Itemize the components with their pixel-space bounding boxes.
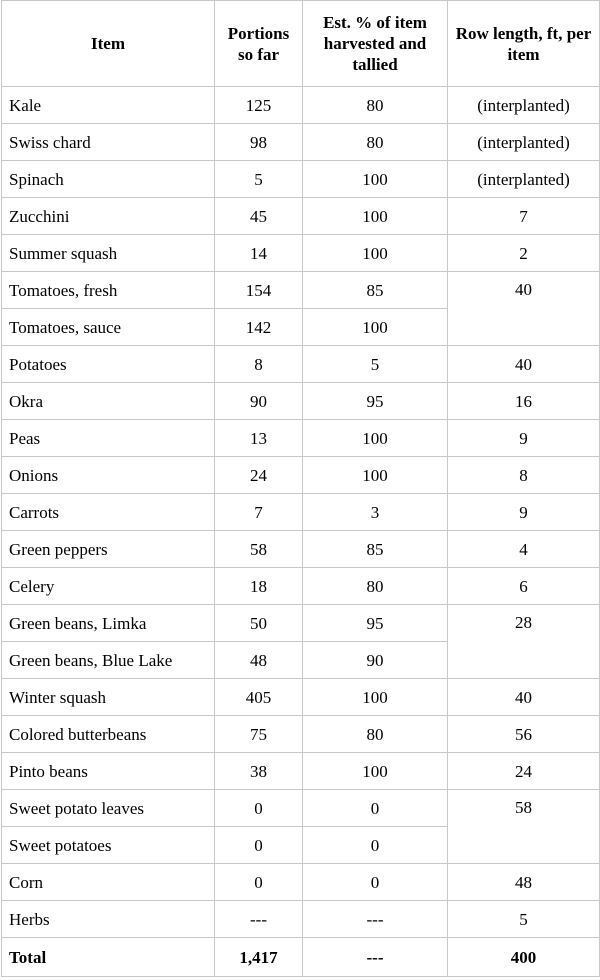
row-length-cell: 24 <box>448 753 600 790</box>
portions-cell: 45 <box>215 198 303 235</box>
percent-cell: --- <box>303 901 448 938</box>
header-percent: Est. % of item harvested and tallied <box>303 1 448 87</box>
total-portions: 1,417 <box>215 938 303 977</box>
table-row <box>2 568 600 605</box>
item-cell: Tomatoes, fresh <box>2 272 215 309</box>
percent-cell: 80 <box>303 87 448 124</box>
portions-cell: 8 <box>215 346 303 383</box>
row-length-cell: 6 <box>448 568 600 605</box>
percent-cell: 100 <box>303 753 448 790</box>
portions-cell: 13 <box>215 420 303 457</box>
percent-cell: 100 <box>303 457 448 494</box>
table-row <box>2 383 600 420</box>
item-cell: Onions <box>2 457 215 494</box>
table-row <box>2 272 600 309</box>
item-cell: Okra <box>2 383 215 420</box>
portions-cell: 75 <box>215 716 303 753</box>
table-row <box>2 161 600 198</box>
item-cell: Peas <box>2 420 215 457</box>
portions-cell: 48 <box>215 642 303 679</box>
portions-cell: 18 <box>215 568 303 605</box>
portions-cell: 38 <box>215 753 303 790</box>
item-cell: Winter squash <box>2 679 215 716</box>
percent-cell: 0 <box>303 790 448 827</box>
row-length-cell: 9 <box>448 420 600 457</box>
row-length-cell: 56 <box>448 716 600 753</box>
row-length-cell: (interplanted) <box>448 124 600 161</box>
header-portions: Portions so far <box>215 1 303 87</box>
percent-cell: 80 <box>303 716 448 753</box>
header-row <box>2 1 600 87</box>
item-cell: Tomatoes, sauce <box>2 309 215 346</box>
item-cell: Potatoes <box>2 346 215 383</box>
table-row <box>2 790 600 827</box>
item-cell: Sweet potato leaves <box>2 790 215 827</box>
portions-cell: 0 <box>215 827 303 864</box>
percent-cell: 0 <box>303 864 448 901</box>
portions-cell: 50 <box>215 605 303 642</box>
row-length-cell: 9 <box>448 494 600 531</box>
item-cell: Green beans, Blue Lake <box>2 642 215 679</box>
portions-cell: 14 <box>215 235 303 272</box>
portions-cell: 90 <box>215 383 303 420</box>
portions-cell: 125 <box>215 87 303 124</box>
row-length-cell: 5 <box>448 901 600 938</box>
percent-cell: 100 <box>303 420 448 457</box>
percent-cell: 80 <box>303 124 448 161</box>
row-length-cell: 48 <box>448 864 600 901</box>
item-cell: Corn <box>2 864 215 901</box>
item-cell: Spinach <box>2 161 215 198</box>
table-row <box>2 124 600 161</box>
row-length-cell: 28 <box>448 605 600 679</box>
item-cell: Green peppers <box>2 531 215 568</box>
item-cell: Pinto beans <box>2 753 215 790</box>
percent-cell: 95 <box>303 605 448 642</box>
row-length-cell: 4 <box>448 531 600 568</box>
table-row <box>2 864 600 901</box>
table-row <box>2 494 600 531</box>
total-row-length: 400 <box>448 938 600 977</box>
percent-cell: 90 <box>303 642 448 679</box>
portions-cell: 0 <box>215 864 303 901</box>
percent-cell: 85 <box>303 272 448 309</box>
header-item: Item <box>2 1 215 87</box>
percent-cell: 80 <box>303 568 448 605</box>
item-cell: Carrots <box>2 494 215 531</box>
item-cell: Celery <box>2 568 215 605</box>
row-length-cell: 58 <box>448 790 600 864</box>
item-cell: Green beans, Limka <box>2 605 215 642</box>
item-cell: Zucchini <box>2 198 215 235</box>
row-length-cell: 8 <box>448 457 600 494</box>
percent-cell: 100 <box>303 198 448 235</box>
portions-cell: 0 <box>215 790 303 827</box>
row-length-cell: 40 <box>448 272 600 346</box>
header-row-length: Row length, ft, per item <box>448 1 600 87</box>
table-row <box>2 457 600 494</box>
table-row <box>2 235 600 272</box>
row-length-cell: 40 <box>448 679 600 716</box>
table-row <box>2 901 600 938</box>
row-length-cell: 40 <box>448 346 600 383</box>
portions-cell: 5 <box>215 161 303 198</box>
table-row <box>2 87 600 124</box>
item-cell: Kale <box>2 87 215 124</box>
item-cell: Herbs <box>2 901 215 938</box>
total-row <box>2 938 600 977</box>
table-row <box>2 420 600 457</box>
table-row <box>2 346 600 383</box>
table-row <box>2 605 600 642</box>
portions-cell: 7 <box>215 494 303 531</box>
table-row <box>2 679 600 716</box>
table-row <box>2 531 600 568</box>
portions-cell: --- <box>215 901 303 938</box>
portions-cell: 154 <box>215 272 303 309</box>
item-cell: Sweet potatoes <box>2 827 215 864</box>
table-row <box>2 716 600 753</box>
percent-cell: 100 <box>303 309 448 346</box>
table-row <box>2 753 600 790</box>
row-length-cell: 2 <box>448 235 600 272</box>
portions-cell: 405 <box>215 679 303 716</box>
percent-cell: 100 <box>303 161 448 198</box>
total-label: Total <box>2 938 215 977</box>
percent-cell: 100 <box>303 679 448 716</box>
total-percent: --- <box>303 938 448 977</box>
table-row <box>2 198 600 235</box>
percent-cell: 0 <box>303 827 448 864</box>
row-length-cell: 16 <box>448 383 600 420</box>
row-length-cell: (interplanted) <box>448 87 600 124</box>
item-cell: Swiss chard <box>2 124 215 161</box>
percent-cell: 100 <box>303 235 448 272</box>
portions-cell: 24 <box>215 457 303 494</box>
item-cell: Colored butterbeans <box>2 716 215 753</box>
portions-cell: 142 <box>215 309 303 346</box>
percent-cell: 3 <box>303 494 448 531</box>
percent-cell: 95 <box>303 383 448 420</box>
item-cell: Summer squash <box>2 235 215 272</box>
row-length-cell: (interplanted) <box>448 161 600 198</box>
portions-cell: 58 <box>215 531 303 568</box>
percent-cell: 85 <box>303 531 448 568</box>
harvest-table <box>1 0 600 977</box>
portions-cell: 98 <box>215 124 303 161</box>
row-length-cell: 7 <box>448 198 600 235</box>
percent-cell: 5 <box>303 346 448 383</box>
